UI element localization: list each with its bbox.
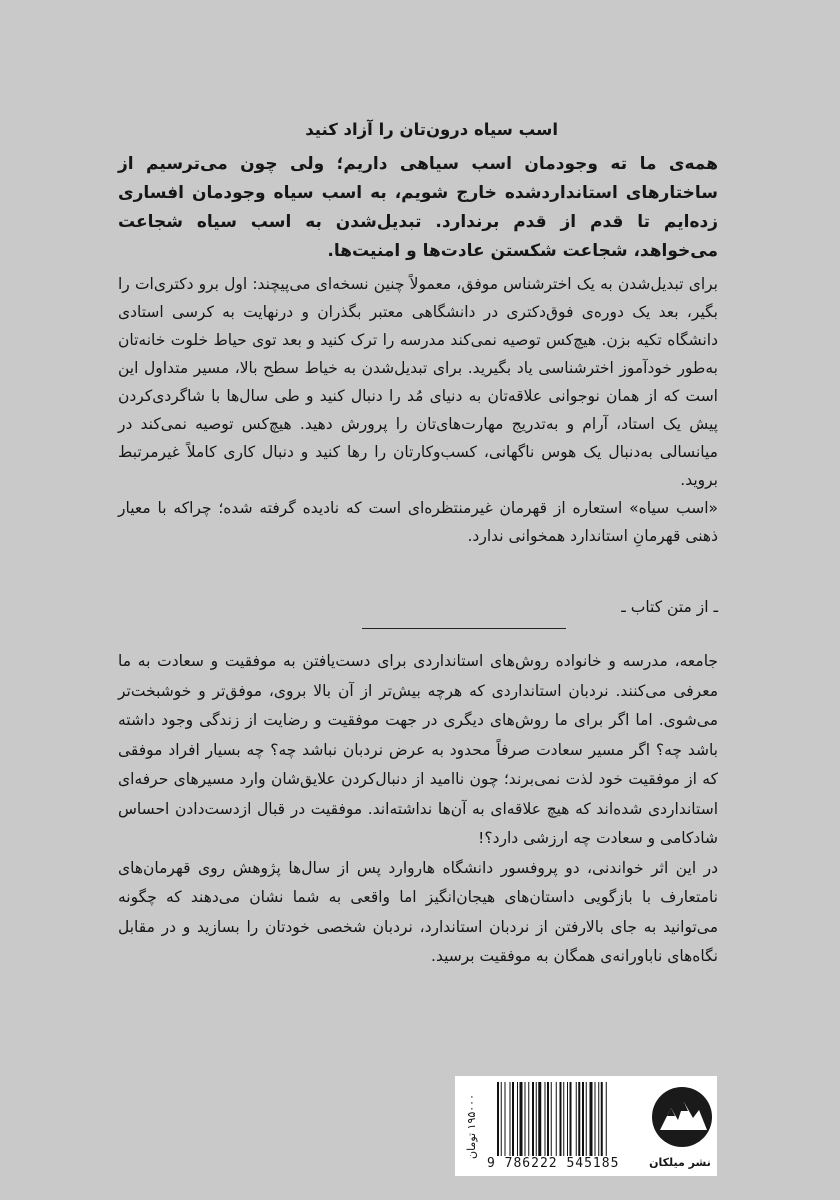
price-label: [459, 1076, 483, 1176]
publisher-name: نشر میلکان: [649, 1156, 711, 1169]
excerpt-paragraph: «اسب سیاه» استعاره از قهرمان غیرمنتظره‌ای است که نادیده گرفته شده؛ چراکه با معیار ذهنی قهرمانِ استاندارد همخوانی ندارد.: [118, 499, 718, 545]
publisher-logo-icon: [651, 1080, 713, 1154]
isbn-barcode: [495, 1082, 641, 1156]
description-paragraph: جامعه، مدرسه و خانواده روش‌های استانداردی برای دست‌یافتن به موفقیت و سعادت به ما معرفی می‌کنند. نردبان استانداردی که هرچه بیش‌تر از آن بالا بروی، موفق‌تر و خوشبخت‌تر می‌شوی. اما اگر برای ما روش‌های دیگری در جهت موفقیت و رضایت از زندگی وجود داشته باشد چه؟ اگر مسیر سعادت صرفاً محدود به عرض نردبان نباشد چه؟ چه بسیار افراد موفقی که از موفقیت خود لذت نمی‌برند؛ چون ناامید از دنبال‌کردن علایق‌شان وارد مسیرهای حرفه‌ای استانداردی شده‌اند که هیچ علاقه‌ای به آن‌ها نداشته‌اند. موفقیت در قبال ازدست‌دادن احساس شادکامی و سعادت چه ارزشی دارد؟!: [118, 652, 718, 847]
description-paragraph: در این اثر خواندنی، دو پروفسور دانشگاه هاروارد پس از سال‌ها پژوهش روی قهرمان‌های نامتعارف با بازگویی داستان‌های هیجان‌انگیز اما واقعی به شما نشان می‌دهند که چگونه می‌توانید به جای بالارفتن از نردبان استاندارد، نردبان شخصی خودتان را بسازید و در مقابل نگاه‌های ناباورانه‌ی همگان به موفقیت برسید.: [118, 858, 718, 965]
barcode-panel: [455, 1076, 717, 1176]
cover-heading: اسب سیاه درون‌تان را آزاد کنید: [305, 120, 558, 139]
section-divider: [362, 628, 566, 629]
price-text: ۱۹۵۰۰۰ تومان: [464, 1093, 478, 1159]
excerpt-paragraph: برای تبدیل‌شدن به یک اخترشناس موفق، معمولاً چنین نسخه‌ای می‌پیچند: اول برو دکتری‌ات را بگیر، بعد یک دوره‌ی فوق‌دکتری در دانشگاهی معتبر بگذران و درنهایت به کرسی استادی دانشگاه تکیه بزن. هیچ‌کس توصیه نمی‌کند مدرسه را ترک کنید و بعد توی حیاط خلوت خانه‌تان به‌طور خودآموز اخترشناسی یاد بگیرید. برای تبدیل‌شدن به خیاط سطح بالا، مسیر متداول این است که از همان نوجوانی علاقه‌تان به دنیای مُد را دنبال کنید و طی سال‌ها با شاگردی‌کردن پیش یک استاد، آرام و به‌تدریج مهارت‌های‌تان را پرورش دهید. هیچ‌کس توصیه نمی‌کند در میانسالی به‌دنبال یک هوس ناگهانی، کسب‌وکارتان را رها کنید و دنبال کاری کاملاً غیرمرتبط بروید.: [118, 275, 718, 489]
book-description: [118, 647, 718, 972]
book-excerpt: [118, 270, 718, 550]
lead-paragraph: همه‌ی ما ته وجودمان اسب سیاهی داریم؛ ولی چون می‌ترسیم از ساختارهای استانداردشده خارج شویم، به اسب سیاه وجودمان افساری زده‌ایم تا قدم از قدم برندارد. تبدیل‌شدن به اسب سیاه شجاعت می‌خواهد، شجاعت شکستن عادت‌ها و امنیت‌ها.: [118, 154, 718, 261]
isbn-number: 9 786222 545185: [487, 1156, 620, 1171]
excerpt-attribution: ـ از متن کتاب ـ: [621, 598, 718, 616]
